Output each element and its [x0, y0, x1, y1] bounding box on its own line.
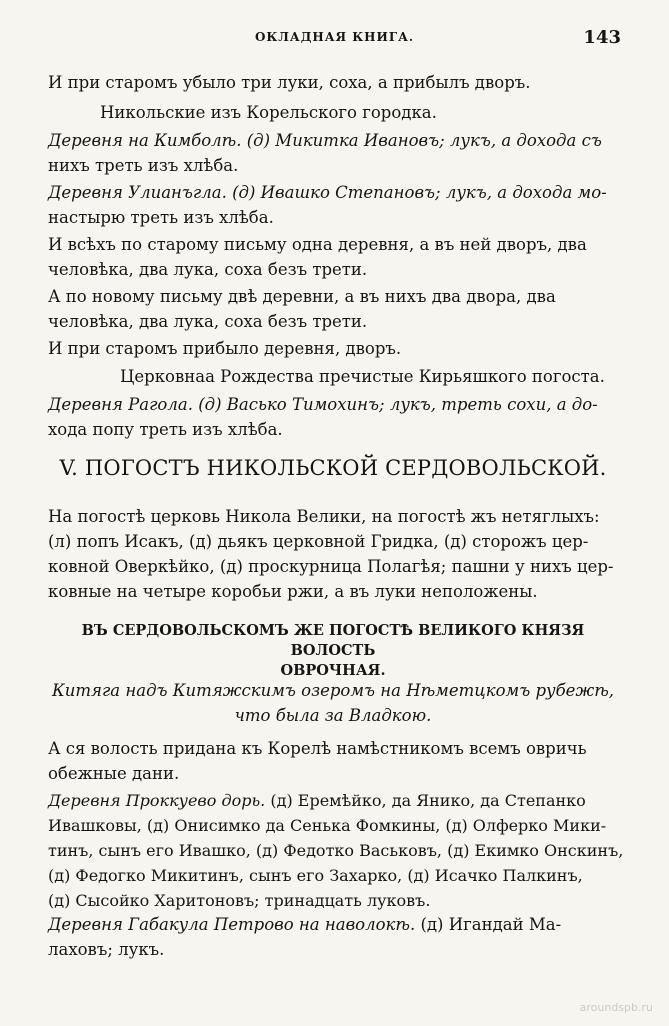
text-line: Никольские изъ Корельского городка. — [100, 103, 437, 122]
paragraph-ragola — [48, 392, 618, 442]
paragraph-ulianagla — [48, 180, 618, 230]
text-line: Деревня Улианъгла. (д) Ивашко Степановъ; лукъ, а дохода мо- — [48, 183, 607, 202]
village-name: Деревня Габакула Петрово на наволокѣ. — [48, 915, 416, 934]
page-number: 143 — [583, 27, 621, 48]
text-line: лаховъ; лукъ. — [48, 940, 165, 959]
text-line: Ивашковы, (д) Онисимко да Сенька Фомкины, (д) Олферко Мики- — [48, 816, 607, 835]
volost-heading-line-1: ВЪ СЕРДОВОЛЬСКОМЪ ЖЕ ПОГОСТѢ ВЕЛИКОГО КНЯЗЯ ВОЛОСТЬ — [81, 622, 585, 659]
paragraph-volost — [48, 736, 618, 786]
text-rest: (д) Игандай Ма- — [420, 915, 562, 934]
paragraph-kimbola — [48, 128, 618, 178]
text-line — [48, 788, 618, 813]
text-line: Китяга надъ Китяжскимъ озеромъ на Нѣметцкомъ рубежѣ, — [51, 681, 614, 700]
text-line: А по новому письму двѣ деревни, а въ нихъ два двора, два — [48, 287, 556, 306]
paragraph-old-census — [48, 232, 618, 282]
text-line — [48, 912, 618, 937]
text-line: настырю треть изъ хлѣба. — [48, 208, 274, 227]
page-header — [48, 27, 621, 52]
paragraph-prokkuevo — [48, 788, 624, 913]
text-line: Деревня Рагола. (д) Васько Тимохинъ; лукъ, треть сохи, а до- — [48, 395, 598, 414]
kitiaga-subheading — [48, 678, 618, 728]
subheading-church — [120, 364, 620, 389]
text-line: Деревня на Кимболѣ. (д) Микитка Ивановъ; лукъ, а дохода съ — [48, 131, 602, 150]
text-line: нихъ треть изъ хлѣба. — [48, 156, 239, 175]
running-title: ОКЛАДНАЯ КНИГА. — [254, 30, 415, 44]
text-line: обежные дани. — [48, 764, 180, 783]
text-line: что была за Владкою. — [234, 706, 432, 725]
subheading-nikolskie — [100, 100, 580, 125]
text-line: тинъ, сынъ его Ивашко, (д) Федотко Васьковъ, (д) Екимко Онскинъ, — [48, 841, 624, 860]
text-line: (д) Федогко Микитинъ, сынъ его Захарко, (д) Исачко Палкинъ, — [48, 866, 583, 885]
text-line: человѣка, два лука, соха безъ трети. — [48, 260, 368, 279]
paragraph-new-census — [48, 284, 618, 334]
village-name: Деревня Проккуево дорь. — [48, 791, 266, 810]
text-line: человѣка, два лука, соха безъ трети. — [48, 312, 368, 331]
text-line: И всѣхъ по старому письму одна деревня, а въ ней дворъ, два — [48, 235, 587, 254]
text-line: ковной Оверкѣйко, (д) проскурница Полагѣя; пашни у нихъ цер- — [48, 557, 614, 576]
text-line: хода попу треть изъ хлѣба. — [48, 420, 283, 439]
paragraph-1 — [48, 70, 618, 95]
text-rest: (д) Еремѣйко, да Янико, да Степанко — [270, 791, 586, 810]
volost-heading — [48, 621, 618, 681]
text-line: Церковнаа Рождества пречистые Кирьяшкого погоста. — [120, 367, 605, 386]
section-heading: V. ПОГОСТЪ НИКОЛЬСКОЙ СЕРДОВОЛЬСКОЙ. — [59, 456, 607, 480]
text-line: И при старомъ прибыло деревня, дворъ. — [48, 339, 402, 358]
text-line: (л) попъ Исакъ, (д) дьякъ церковной Гридка, (д) сторожъ цер- — [48, 532, 589, 551]
volost-heading-line-2: ОВРОЧНАЯ. — [280, 662, 386, 679]
paragraph-increase — [48, 336, 618, 361]
text-line: (д) Сысойко Харитоновъ; тринадцать луковъ. — [48, 891, 431, 910]
text-line: На погостѣ церковь Никола Велики, на погостѣ жъ нетяглыхъ: — [48, 507, 600, 526]
text-line: ковные на четыре коробьи ржи, а въ луки неположены. — [48, 582, 538, 601]
text-line: И при старомъ убыло три луки, соха, а прибылъ дворъ. — [48, 73, 531, 92]
text-line: А ся волость придана къ Корелѣ намѣстникомъ всемъ овричь — [48, 739, 587, 758]
watermark: aroundspb.ru — [579, 1001, 653, 1014]
paragraph-pogost — [48, 504, 618, 604]
paragraph-gabakula — [48, 912, 618, 962]
